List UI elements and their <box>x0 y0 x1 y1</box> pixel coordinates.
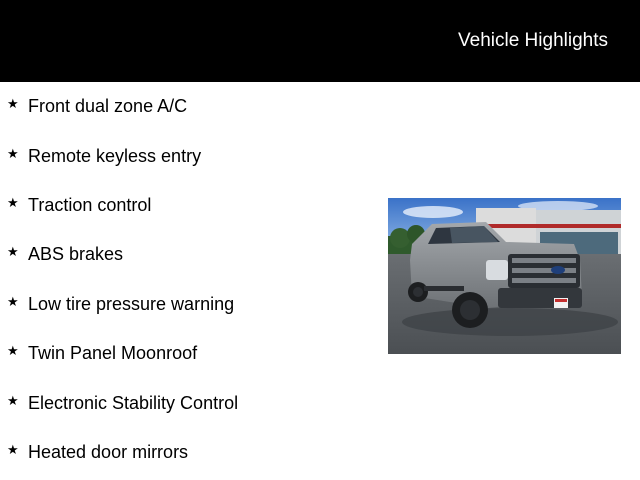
star-icon: ★ <box>7 344 19 359</box>
star-icon: ★ <box>7 245 19 260</box>
feature-label: ABS brakes <box>28 244 124 264</box>
feature-label: Twin Panel Moonroof <box>28 343 198 363</box>
star-icon: ★ <box>7 394 19 409</box>
feature-label: Heated door mirrors <box>28 442 189 462</box>
star-icon: ★ <box>7 443 19 458</box>
page-header <box>0 0 640 82</box>
feature-label: Front dual zone A/C <box>28 96 188 116</box>
star-icon: ★ <box>7 97 19 112</box>
page-title: Vehicle Highlights <box>458 30 608 51</box>
star-icon: ★ <box>7 147 19 162</box>
vehicle-photo <box>388 198 621 354</box>
feature-label: Electronic Stability Control <box>28 393 239 413</box>
truck-image <box>388 198 621 354</box>
feature-label: Remote keyless entry <box>28 146 202 166</box>
feature-label: Low tire pressure warning <box>28 294 235 314</box>
star-icon: ★ <box>7 196 19 211</box>
star-icon: ★ <box>7 295 19 310</box>
feature-label: Traction control <box>28 195 152 215</box>
